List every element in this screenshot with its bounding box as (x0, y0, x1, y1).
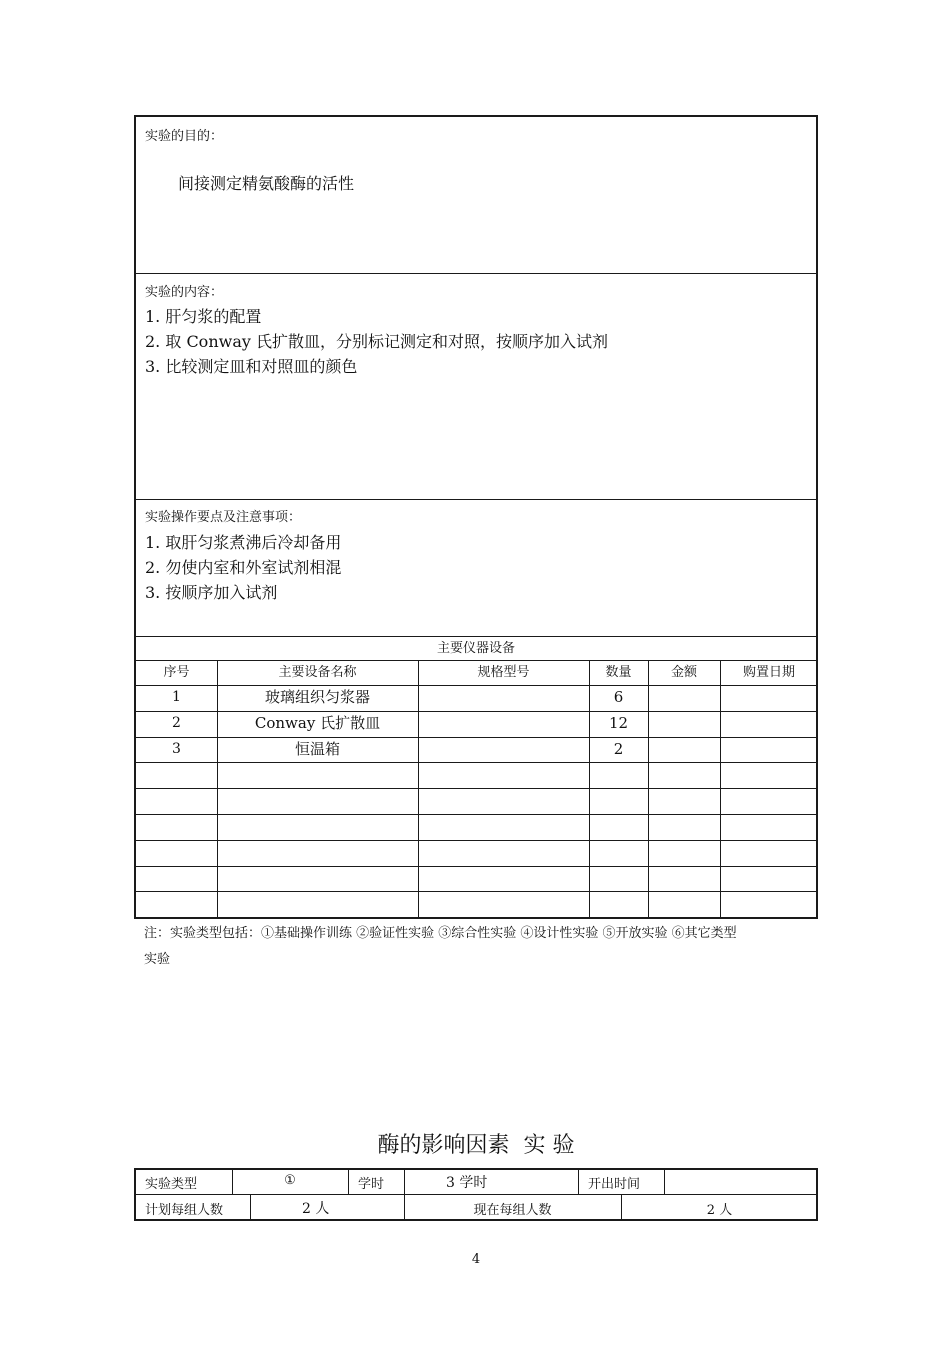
header-name: 主要设备名称 (278, 665, 357, 680)
planned-group-size-label: 计划每组人数 (145, 1203, 224, 1218)
start-time-label: 开出时间 (588, 1177, 641, 1192)
row-divider (136, 762, 816, 763)
page-number: 4 (471, 1252, 481, 1267)
hours-label: 学时 (358, 1177, 385, 1192)
footnote-line-1: 注：实验类型包括：①基础操作训练 ②验证性实验 ③综合性实验 ④设计性实验 ⑤开放实验 ⑥其它类型 (144, 926, 737, 941)
experiment-info-table (134, 1168, 818, 1221)
divider (136, 1194, 816, 1195)
type-label: 实验类型 (145, 1177, 198, 1192)
divider (136, 273, 816, 274)
equipment-cell-no: 1 (172, 689, 181, 705)
current-group-size-value: 2 人 (706, 1203, 733, 1218)
row-divider (136, 866, 816, 867)
header-date: 购置日期 (742, 665, 795, 680)
type-value: ① (284, 1173, 296, 1188)
equipment-cell-qty: 2 (613, 739, 624, 758)
current-group-size-label: 现在每组人数 (473, 1203, 552, 1218)
column-divider (578, 1170, 579, 1194)
equipment-cell-qty: 12 (608, 713, 629, 732)
equipment-cell-qty: 6 (613, 688, 624, 706)
column-divider (664, 1170, 665, 1194)
purpose-text: 间接测定精氨酸酶的活性 (178, 174, 355, 193)
equipment-cell-name: 恒温箱 (294, 739, 340, 758)
column-divider (250, 1194, 251, 1219)
notes-label: 实验操作要点及注意事项： (145, 510, 302, 525)
notes-item: 2. 勿使内室和外室试剂相混 (145, 558, 342, 577)
row-divider (136, 788, 816, 789)
purpose-label: 实验的目的： (145, 129, 224, 144)
header-spec: 规格型号 (477, 665, 530, 680)
hours-value: 3 学时 (446, 1175, 488, 1191)
divider (136, 499, 816, 500)
equipment-cell-name: Conway 氏扩散皿 (254, 713, 381, 732)
divider (136, 636, 816, 637)
row-divider (136, 840, 816, 841)
equipment-cell-no: 3 (172, 740, 181, 757)
content-item: 3. 比较测定皿和对照皿的颜色 (145, 357, 358, 376)
footnote-line-2: 实验 (144, 952, 171, 967)
row-divider (136, 814, 816, 815)
row-divider (136, 891, 816, 892)
content-item: 2. 取 Conway 氏扩散皿，分别标记测定和对照，按顺序加入试剂 (145, 332, 608, 351)
experiment-form (134, 115, 818, 919)
header-no: 序号 (163, 665, 190, 680)
content-label: 实验的内容： (145, 285, 224, 300)
experiment-title: 酶的影响因素 实 验 (377, 1133, 575, 1158)
equipment-title: 主要仪器设备 (436, 641, 515, 656)
notes-item: 1. 取肝匀浆煮沸后冷却备用 (145, 533, 342, 552)
notes-item: 3. 按顺序加入试剂 (145, 583, 278, 602)
header-amount: 金额 (670, 665, 697, 680)
header-qty: 数量 (605, 665, 632, 680)
planned-group-size-value: 2 人 (302, 1201, 330, 1217)
equipment-table (136, 660, 816, 917)
column-divider (348, 1170, 349, 1194)
equipment-cell-no: 2 (172, 714, 181, 731)
content-item: 1. 肝匀浆的配置 (145, 307, 262, 326)
equipment-cell-name: 玻璃组织匀浆器 (264, 688, 370, 706)
